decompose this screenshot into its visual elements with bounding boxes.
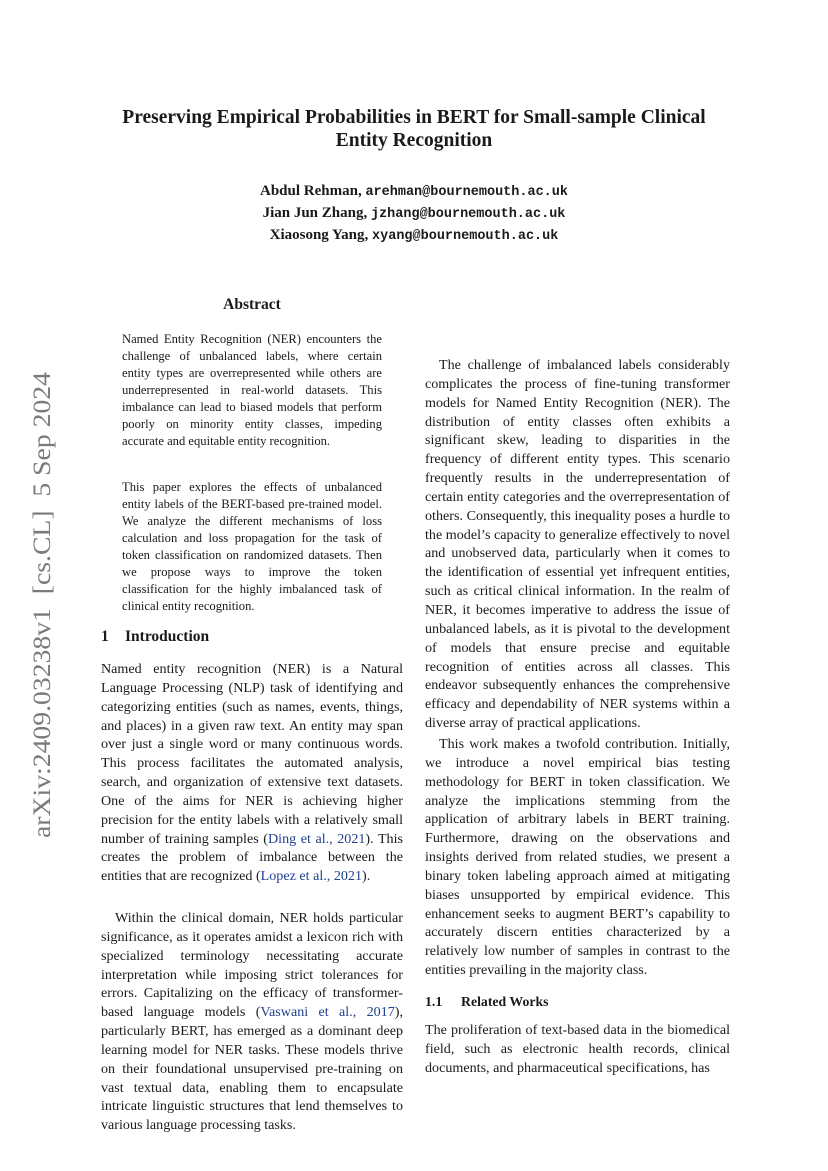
section-heading <box>101 628 209 646</box>
body-paragraph: Named entity recognition (NER) is a Natural Language Processing (NLP) task of identifying and categorizing entities (such as names, events, things, and places) in a given raw text. An entity may span over just a single word or many continuous words. This process facilitates the automated analysis, search, and organization of extensive text datasets. One of the aims for NER is achieving higher precision for the entity labels with a relatively small number of training samples (Ding et al., 2021). This creates the problem of imbalance between the entities that are recognized (Lopez et al., 2021). <box>101 661 403 885</box>
abstract-paragraph: Named Entity Recognition (NER) encounters the challenge of unbalanced labels, where certain entity types are overrepresented while others are underrepresented in real-world datasets. This imbalance can lead to biased models that perform poorly on minority entity classes, impeding accurate and equitable entity recognition. <box>122 332 382 448</box>
section-number: 1 <box>101 628 109 645</box>
author-block <box>100 181 728 247</box>
subsection-title: Related Works <box>461 994 549 1009</box>
author-email[interactable]: xyang@bournemouth.ac.uk <box>372 229 559 244</box>
citation-link[interactable]: Ding et al., 2021 <box>267 830 366 847</box>
abstract-heading: Abstract <box>223 296 281 313</box>
section-title: Introduction <box>125 628 210 645</box>
body-paragraph: Within the clinical domain, NER holds particular significance, as it operates amidst a lexicon rich with specialized terminology necessitating accurate interpretation while imposing strict tolerances for errors. Capitalizing on the efficacy of transformer-based language models (Vaswani et al., 2017), particularly BERT, has emerged as a dominant deep learning model for NER tasks. These models thrive on their foundational unsupervised pre-training on vast textual data, enabling them to encapsulate intricate linguistic structures that lend themselves to various language processing tasks. <box>101 910 403 1134</box>
author-email[interactable]: jzhang@bournemouth.ac.uk <box>370 207 566 222</box>
paper-title: Preserving Empirical Probabilities in BERT for Small-sample Clinical Entity Recognition <box>122 107 706 151</box>
body-paragraph: This work makes a twofold contribution. Initially, we introduce a novel empirical bias testing methodology for BERT in token classification. We analyze the implications stemming from the application of arbitrary labels in BERT training. Furthermore, drawing on the observations and insights derived from related studies, we present a binary token labeling approach aimed at mitigating biases unsupported by empirical evidence. This enhancement seeks to augment BERT’s capability to accurately discern entities characterized by a relatively low number of samples in contrast to the entities prevailing in the majority class. <box>425 736 730 979</box>
author-name: Jian Jun Zhang <box>262 205 364 221</box>
author-email[interactable]: arehman@bournemouth.ac.uk <box>365 185 568 200</box>
abstract-paragraph: This paper explores the effects of unbalanced entity labels of the BERT-based pre-trained model. We analyze the different mechanisms of loss calculation and loss propagation for the task of token classification on randomized datasets. Then we propose ways to improve the token classification for the highly imbalanced task of clinical entity recognition. <box>122 480 382 613</box>
body-paragraph: The challenge of imbalanced labels considerably complicates the process of fine-tuning transformer models for Named Entity Recognition (NER). The distribution of entity classes often exhibits a significant skew, leading to disparities in the frequency of different entity types. This scenario frequently results in the underrepresentation of certain entity categories and the overrepresentation of others. Consequently, this inequality poses a hurdle to the model’s capacity to generalize effectively to novel and unobserved data, particularly when it comes to the identification of essential yet infrequent entities, such as critical clinical information. In the realm of NER, it becomes imperative to address the issue of unbalanced labels, as it is pivotal to the development of models that ensure precise and equitable recognition of entities across all classes. This endeavor subsequently enhances the comprehensive efficacy and dependability of NER systems within a diverse array of practical applications. <box>425 357 730 732</box>
body-paragraph: The proliferation of text-based data in the biomedical field, such as electronic health records, clinical documents, and pharmaceutical specifications, has <box>425 1022 730 1076</box>
author-name: Xiaosong Yang <box>269 227 365 243</box>
arxiv-sidebar <box>20 370 60 840</box>
author-line: Xiaosong Yang, xyang@bournemouth.ac.uk <box>269 227 559 244</box>
subsection-heading <box>425 994 549 1010</box>
author-line: Abdul Rehman, arehman@bournemouth.ac.uk <box>260 183 568 200</box>
author-name: Abdul Rehman <box>260 183 358 199</box>
citation-link[interactable]: Lopez et al., 2021 <box>260 868 363 885</box>
author-line: Jian Jun Zhang, jzhang@bournemouth.ac.uk <box>262 205 566 222</box>
arxiv-identifier: arXiv:2409.03238v1 [cs.CL] 5 Sep 2024 <box>27 408 56 838</box>
citation-link[interactable]: Vaswani et al., 2017 <box>260 1004 395 1021</box>
subsection-number: 1.1 <box>425 994 443 1009</box>
